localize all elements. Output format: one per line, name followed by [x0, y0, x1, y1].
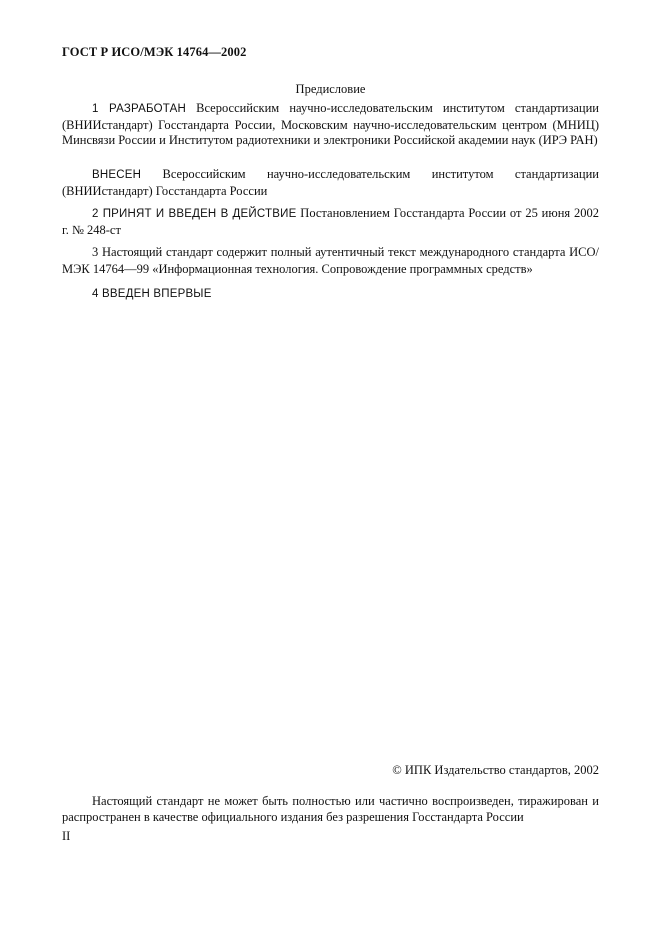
preface-item-lead: 4 ВВЕДЕН ВПЕРВЫЕ [92, 288, 212, 300]
copyright-line: © ИПК Издательство стандартов, 2002 [392, 763, 599, 777]
preface-item-text: 3 Настоящий стандарт содержит полный аутентичный текст международного стандарта ИСО/МЭК 14764—99 «Информационная технология. Сопровождение программных средств» [62, 245, 599, 276]
reproduction-notice: Настоящий стандарт не может быть полностью или частично воспроизведен, тиражирован и распространен в качестве официального издания без разрешения Госстандарта России [62, 794, 599, 824]
preface-item-submitted [62, 167, 599, 199]
preface-item-lead: 2 ПРИНЯТ И ВВЕДЕН В ДЕЙСТВИЕ [92, 208, 297, 220]
preface-title: Предисловие [295, 82, 366, 96]
preface-item-first-introduced [62, 286, 599, 303]
preface-item-adopted [62, 206, 599, 238]
preface-item-content [62, 245, 599, 277]
page-number: II [62, 829, 71, 843]
preface-item-developed [62, 101, 599, 149]
preface-item-text: Всероссийским научно-исследовательским институтом стандартизации (ВНИИстандарт) Госстандарта России, Московским научно-исследовательским центром (МНИЦ) Минсвязи России и Институтом радиотехники и электроники Российской академии наук (ИРЭ РАН) [62, 101, 599, 147]
standard-code-header: ГОСТ Р ИСО/МЭК 14764—2002 [62, 45, 247, 59]
preface-item-lead: ВНЕСЕН [92, 169, 142, 181]
preface-item-lead: 1 РАЗРАБОТАН [92, 103, 186, 115]
preface-item-text: Всероссийским научно-исследовательским институтом стандартизации (ВНИИстандарт) Госстандарта России [62, 167, 599, 198]
preface-item-text: Постановлением Госстандарта России от 25 июня 2002 г. № 248-ст [62, 206, 599, 237]
